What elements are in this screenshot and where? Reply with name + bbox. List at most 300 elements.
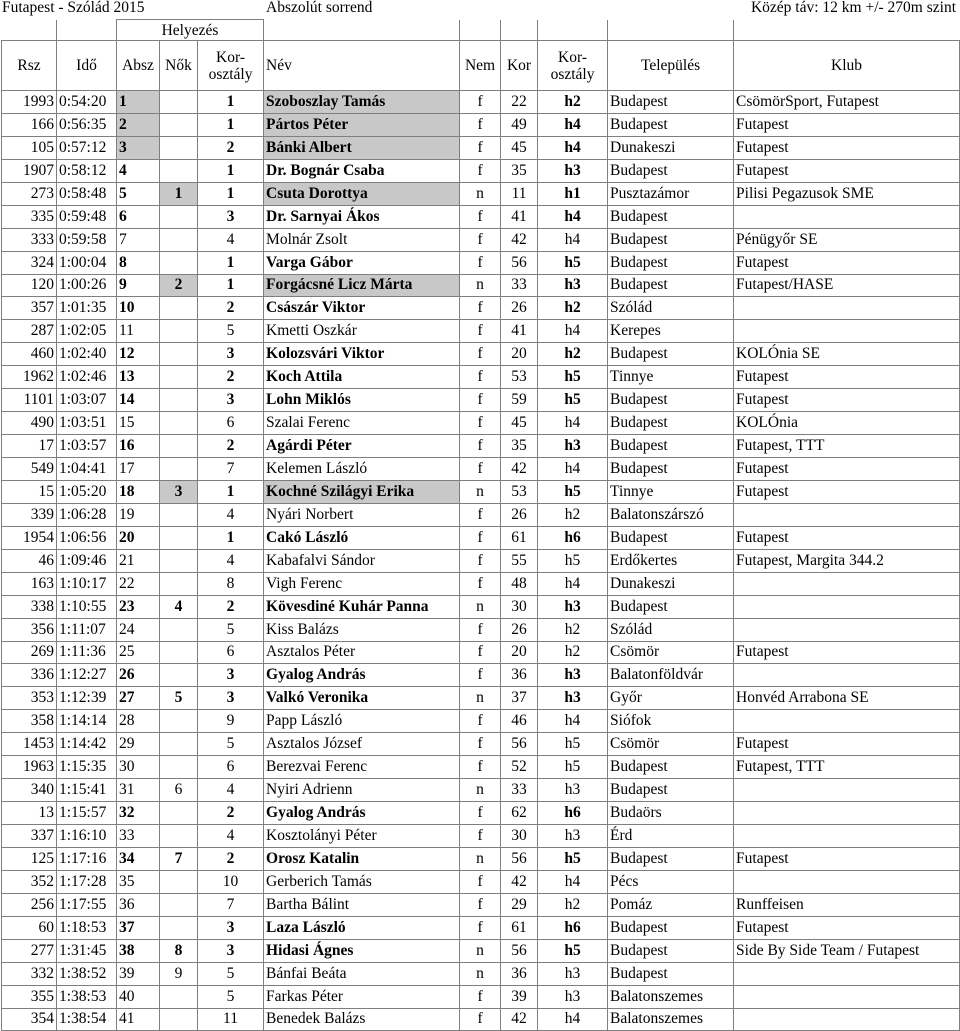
cell-nev: Varga Gábor bbox=[264, 251, 460, 274]
table-row bbox=[2, 458, 960, 481]
cell-absz: 17 bbox=[117, 458, 160, 481]
cell-klub: Side By Side Team / Futapest bbox=[734, 939, 960, 962]
cell-rsz: 15 bbox=[2, 480, 57, 503]
cell-telepules: Budapest bbox=[608, 962, 734, 985]
table-row bbox=[2, 320, 960, 343]
cell-nem: n bbox=[460, 962, 501, 985]
cell-klub: Futapest bbox=[734, 136, 960, 159]
cell-korosztaly: 10 bbox=[198, 870, 264, 893]
cell-telepules: Budapest bbox=[608, 251, 734, 274]
table-row bbox=[2, 113, 960, 136]
cell-rsz: 340 bbox=[2, 779, 57, 802]
cell-ido: 1:10:17 bbox=[57, 572, 117, 595]
table-row bbox=[2, 136, 960, 159]
cell-korosztaly-2: h5 bbox=[538, 939, 608, 962]
cell-nev: Benedek Balázs bbox=[264, 1008, 460, 1031]
cell-nev: Kelemen László bbox=[264, 458, 460, 481]
cell-klub bbox=[734, 297, 960, 320]
cell-nev: Kabafalvi Sándor bbox=[264, 549, 460, 572]
cell-telepules: Budapest bbox=[608, 779, 734, 802]
cell-rsz: 105 bbox=[2, 136, 57, 159]
cell-korosztaly-2: h4 bbox=[538, 113, 608, 136]
cell-rsz: 356 bbox=[2, 618, 57, 641]
cell-rsz: 337 bbox=[2, 825, 57, 848]
cell-absz: 24 bbox=[117, 618, 160, 641]
cell-korosztaly: 1 bbox=[198, 274, 264, 297]
cell-korosztaly-2: h5 bbox=[538, 480, 608, 503]
cell-nem: f bbox=[460, 985, 501, 1008]
cell-klub bbox=[734, 618, 960, 641]
cell-nok bbox=[160, 733, 198, 756]
cell-ido: 1:12:27 bbox=[57, 664, 117, 687]
cell-korosztaly-2: h3 bbox=[538, 962, 608, 985]
cell-klub: Honvéd Arrabona SE bbox=[734, 687, 960, 710]
cell-telepules: Tinnye bbox=[608, 366, 734, 389]
cell-nem: n bbox=[460, 687, 501, 710]
cell-ido: 1:10:55 bbox=[57, 595, 117, 618]
cell-nev: Kochné Szilágyi Erika bbox=[264, 480, 460, 503]
cell-klub: KOLÓnia SE bbox=[734, 343, 960, 366]
order-title: Abszolút sorrend bbox=[266, 0, 373, 16]
cell-nev: Koch Attila bbox=[264, 366, 460, 389]
cell-korosztaly: 2 bbox=[198, 802, 264, 825]
title-bar bbox=[0, 0, 960, 19]
cell-rsz: 355 bbox=[2, 985, 57, 1008]
cell-korosztaly-2: h3 bbox=[538, 779, 608, 802]
table-row bbox=[2, 1008, 960, 1031]
cell-klub: Futapest bbox=[734, 389, 960, 412]
cell-nem: f bbox=[460, 526, 501, 549]
cell-korosztaly-2: h5 bbox=[538, 549, 608, 572]
table-row bbox=[2, 916, 960, 939]
cell-telepules: Budapest bbox=[608, 205, 734, 228]
cell-ido: 1:17:28 bbox=[57, 870, 117, 893]
cell-kor: 36 bbox=[501, 962, 538, 985]
table-row bbox=[2, 480, 960, 503]
cell-korosztaly-2: h2 bbox=[538, 343, 608, 366]
cell-kor: 56 bbox=[501, 733, 538, 756]
cell-korosztaly-2: h4 bbox=[538, 572, 608, 595]
cell-nok bbox=[160, 412, 198, 435]
cell-korosztaly-2: h2 bbox=[538, 893, 608, 916]
cell-telepules: Budapest bbox=[608, 595, 734, 618]
cell-rsz: 1963 bbox=[2, 756, 57, 779]
cell-nem: n bbox=[460, 182, 501, 205]
cell-korosztaly-2: h3 bbox=[538, 985, 608, 1008]
cell-absz: 7 bbox=[117, 228, 160, 251]
cell-telepules: Pomáz bbox=[608, 893, 734, 916]
cell-nok: 6 bbox=[160, 779, 198, 802]
cell-ido: 1:14:14 bbox=[57, 710, 117, 733]
cell-kor: 41 bbox=[501, 320, 538, 343]
table-row bbox=[2, 412, 960, 435]
cell-korosztaly-2: h6 bbox=[538, 526, 608, 549]
cell-nev: Valkó Veronika bbox=[264, 687, 460, 710]
cell-absz: 29 bbox=[117, 733, 160, 756]
cell-nev: Bánki Albert bbox=[264, 136, 460, 159]
cell-ido: 1:11:07 bbox=[57, 618, 117, 641]
cell-ido: 1:06:28 bbox=[57, 503, 117, 526]
cell-korosztaly-2: h4 bbox=[538, 136, 608, 159]
cell-klub: Futapest bbox=[734, 733, 960, 756]
cell-kor: 36 bbox=[501, 664, 538, 687]
cell-nev: Szalai Ferenc bbox=[264, 412, 460, 435]
cell-korosztaly-2: h3 bbox=[538, 687, 608, 710]
cell-korosztaly-2: h4 bbox=[538, 1008, 608, 1031]
cell-nev: Lohn Miklós bbox=[264, 389, 460, 412]
cell-kor: 56 bbox=[501, 251, 538, 274]
cell-absz: 6 bbox=[117, 205, 160, 228]
cell-korosztaly-2: h4 bbox=[538, 710, 608, 733]
cell-ido: 0:59:58 bbox=[57, 228, 117, 251]
cell-kor: 33 bbox=[501, 779, 538, 802]
cell-korosztaly: 5 bbox=[198, 962, 264, 985]
cell-telepules: Budapest bbox=[608, 343, 734, 366]
cell-korosztaly: 7 bbox=[198, 893, 264, 916]
cell-nok bbox=[160, 825, 198, 848]
cell-korosztaly-2: h4 bbox=[538, 412, 608, 435]
cell-telepules: Balatonszárszó bbox=[608, 503, 734, 526]
table-row bbox=[2, 572, 960, 595]
cell-nok bbox=[160, 159, 198, 182]
cell-korosztaly-2: h2 bbox=[538, 503, 608, 526]
cell-kor: 46 bbox=[501, 710, 538, 733]
cell-klub bbox=[734, 779, 960, 802]
cell-kor: 62 bbox=[501, 802, 538, 825]
cell-kor: 42 bbox=[501, 228, 538, 251]
table-row bbox=[2, 710, 960, 733]
table-row bbox=[2, 343, 960, 366]
cell-ido: 1:16:10 bbox=[57, 825, 117, 848]
cell-nem: f bbox=[460, 228, 501, 251]
cell-nok bbox=[160, 549, 198, 572]
cell-kor: 56 bbox=[501, 939, 538, 962]
cell-ido: 1:11:36 bbox=[57, 641, 117, 664]
cell-korosztaly-2: h6 bbox=[538, 916, 608, 939]
cell-telepules: Budapest bbox=[608, 916, 734, 939]
cell-nev: Csuta Dorottya bbox=[264, 182, 460, 205]
cell-telepules: Budapest bbox=[608, 113, 734, 136]
results-table bbox=[1, 19, 960, 1031]
cell-rsz: 338 bbox=[2, 595, 57, 618]
cell-kor: 35 bbox=[501, 435, 538, 458]
cell-telepules: Budapest bbox=[608, 435, 734, 458]
distance-title: Közép táv: 12 km +/- 270m szint bbox=[750, 0, 956, 16]
cell-rsz: 339 bbox=[2, 503, 57, 526]
cell-nev: Orosz Katalin bbox=[264, 847, 460, 870]
cell-absz: 14 bbox=[117, 389, 160, 412]
cell-nok bbox=[160, 251, 198, 274]
table-row bbox=[2, 870, 960, 893]
cell-kor: 53 bbox=[501, 480, 538, 503]
cell-korosztaly-2: h3 bbox=[538, 435, 608, 458]
cell-korosztaly-2: h4 bbox=[538, 458, 608, 481]
cell-rsz: 120 bbox=[2, 274, 57, 297]
cell-klub: Futapest bbox=[734, 847, 960, 870]
cell-rsz: 1993 bbox=[2, 91, 57, 114]
cell-nok: 5 bbox=[160, 687, 198, 710]
cell-ido: 1:15:41 bbox=[57, 779, 117, 802]
table-row bbox=[2, 182, 960, 205]
cell-korosztaly-2: h2 bbox=[538, 91, 608, 114]
event-title: Futapest - Szólád 2015 bbox=[2, 0, 145, 16]
cell-absz: 40 bbox=[117, 985, 160, 1008]
cell-nev: Berezvai Ferenc bbox=[264, 756, 460, 779]
cell-absz: 2 bbox=[117, 113, 160, 136]
cell-ido: 1:00:26 bbox=[57, 274, 117, 297]
cell-nem: f bbox=[460, 802, 501, 825]
cell-telepules: Budapest bbox=[608, 458, 734, 481]
cell-klub: Futapest bbox=[734, 526, 960, 549]
cell-nev: Kmetti Oszkár bbox=[264, 320, 460, 343]
cell-klub: KOLÓnia bbox=[734, 412, 960, 435]
table-row bbox=[2, 618, 960, 641]
cell-ido: 1:38:52 bbox=[57, 962, 117, 985]
cell-nok bbox=[160, 297, 198, 320]
cell-nem: f bbox=[460, 435, 501, 458]
cell-nev: Asztalos József bbox=[264, 733, 460, 756]
cell-nem: f bbox=[460, 113, 501, 136]
cell-nok: 8 bbox=[160, 939, 198, 962]
cell-rsz: 352 bbox=[2, 870, 57, 893]
cell-absz: 20 bbox=[117, 526, 160, 549]
cell-telepules: Érd bbox=[608, 825, 734, 848]
cell-rsz: 324 bbox=[2, 251, 57, 274]
col-korosztaly: Kor- osztály bbox=[198, 41, 264, 91]
cell-rsz: 46 bbox=[2, 549, 57, 572]
cell-rsz: 490 bbox=[2, 412, 57, 435]
cell-nok bbox=[160, 1008, 198, 1031]
cell-rsz: 60 bbox=[2, 916, 57, 939]
cell-ido: 1:15:57 bbox=[57, 802, 117, 825]
table-row bbox=[2, 733, 960, 756]
cell-korosztaly-2: h5 bbox=[538, 756, 608, 779]
cell-nem: f bbox=[460, 733, 501, 756]
cell-telepules: Siófok bbox=[608, 710, 734, 733]
cell-kor: 35 bbox=[501, 159, 538, 182]
cell-ido: 1:14:42 bbox=[57, 733, 117, 756]
cell-klub bbox=[734, 503, 960, 526]
cell-absz: 1 bbox=[117, 91, 160, 114]
cell-telepules: Budaörs bbox=[608, 802, 734, 825]
cell-ido: 1:09:46 bbox=[57, 549, 117, 572]
cell-kor: 59 bbox=[501, 389, 538, 412]
cell-ido: 0:58:12 bbox=[57, 159, 117, 182]
cell-nem: f bbox=[460, 343, 501, 366]
cell-nev: Asztalos Péter bbox=[264, 641, 460, 664]
cell-nev: Kiss Balázs bbox=[264, 618, 460, 641]
cell-korosztaly-2: h5 bbox=[538, 733, 608, 756]
cell-klub: CsömörSport, Futapest bbox=[734, 91, 960, 114]
cell-korosztaly: 7 bbox=[198, 458, 264, 481]
cell-telepules: Budapest bbox=[608, 91, 734, 114]
cell-telepules: Kerepes bbox=[608, 320, 734, 343]
cell-nem: n bbox=[460, 274, 501, 297]
cell-rsz: 354 bbox=[2, 1008, 57, 1031]
cell-korosztaly: 4 bbox=[198, 503, 264, 526]
table-row bbox=[2, 205, 960, 228]
cell-telepules: Pécs bbox=[608, 870, 734, 893]
cell-klub bbox=[734, 664, 960, 687]
cell-korosztaly-2: h3 bbox=[538, 595, 608, 618]
cell-nem: f bbox=[460, 618, 501, 641]
cell-absz: 39 bbox=[117, 962, 160, 985]
cell-nem: f bbox=[460, 251, 501, 274]
cell-korosztaly: 5 bbox=[198, 618, 264, 641]
cell-absz: 41 bbox=[117, 1008, 160, 1031]
cell-ido: 0:59:48 bbox=[57, 205, 117, 228]
cell-korosztaly: 6 bbox=[198, 412, 264, 435]
cell-korosztaly: 3 bbox=[198, 389, 264, 412]
cell-absz: 37 bbox=[117, 916, 160, 939]
cell-rsz: 287 bbox=[2, 320, 57, 343]
cell-telepules: Balatonföldvár bbox=[608, 664, 734, 687]
col-klub: Klub bbox=[734, 41, 960, 91]
cell-korosztaly-2: h4 bbox=[538, 870, 608, 893]
cell-klub bbox=[734, 572, 960, 595]
cell-nok bbox=[160, 320, 198, 343]
cell-korosztaly-2: h2 bbox=[538, 618, 608, 641]
cell-telepules: Budapest bbox=[608, 756, 734, 779]
cell-nem: f bbox=[460, 389, 501, 412]
table-row bbox=[2, 756, 960, 779]
cell-nok bbox=[160, 343, 198, 366]
cell-absz: 28 bbox=[117, 710, 160, 733]
cell-nok bbox=[160, 136, 198, 159]
cell-kor: 33 bbox=[501, 274, 538, 297]
cell-nok bbox=[160, 366, 198, 389]
cell-ido: 1:01:35 bbox=[57, 297, 117, 320]
table-row bbox=[2, 228, 960, 251]
cell-nem: f bbox=[460, 572, 501, 595]
cell-nem: f bbox=[460, 205, 501, 228]
cell-telepules: Budapest bbox=[608, 159, 734, 182]
table-row bbox=[2, 779, 960, 802]
cell-klub: Futapest, Margita 344.2 bbox=[734, 549, 960, 572]
cell-nem: f bbox=[460, 825, 501, 848]
cell-korosztaly: 2 bbox=[198, 136, 264, 159]
cell-rsz: 273 bbox=[2, 182, 57, 205]
table-row bbox=[2, 503, 960, 526]
cell-rsz: 460 bbox=[2, 343, 57, 366]
cell-ido: 1:17:16 bbox=[57, 847, 117, 870]
cell-ido: 1:00:04 bbox=[57, 251, 117, 274]
cell-ido: 1:03:07 bbox=[57, 389, 117, 412]
cell-rsz: 13 bbox=[2, 802, 57, 825]
cell-klub: Futapest, TTT bbox=[734, 435, 960, 458]
cell-telepules: Balatonszemes bbox=[608, 985, 734, 1008]
cell-absz: 3 bbox=[117, 136, 160, 159]
cell-nem: f bbox=[460, 320, 501, 343]
cell-kor: 30 bbox=[501, 825, 538, 848]
cell-rsz: 332 bbox=[2, 962, 57, 985]
cell-absz: 23 bbox=[117, 595, 160, 618]
cell-ido: 1:03:57 bbox=[57, 435, 117, 458]
cell-rsz: 277 bbox=[2, 939, 57, 962]
table-row bbox=[2, 939, 960, 962]
cell-nev: Gyalog András bbox=[264, 802, 460, 825]
cell-ido: 1:12:39 bbox=[57, 687, 117, 710]
cell-kor: 39 bbox=[501, 985, 538, 1008]
cell-korosztaly: 3 bbox=[198, 205, 264, 228]
cell-telepules: Budapest bbox=[608, 274, 734, 297]
cell-korosztaly: 3 bbox=[198, 664, 264, 687]
cell-ido: 1:15:35 bbox=[57, 756, 117, 779]
cell-nem: n bbox=[460, 939, 501, 962]
cell-kor: 56 bbox=[501, 847, 538, 870]
cell-korosztaly: 3 bbox=[198, 687, 264, 710]
col-rsz: Rsz bbox=[2, 41, 57, 91]
cell-rsz: 125 bbox=[2, 847, 57, 870]
cell-kor: 61 bbox=[501, 526, 538, 549]
cell-korosztaly-2: h3 bbox=[538, 825, 608, 848]
cell-ido: 0:56:35 bbox=[57, 113, 117, 136]
cell-telepules: Budapest bbox=[608, 228, 734, 251]
cell-korosztaly: 1 bbox=[198, 159, 264, 182]
cell-ido: 1:02:40 bbox=[57, 343, 117, 366]
cell-korosztaly-2: h5 bbox=[538, 366, 608, 389]
cell-absz: 5 bbox=[117, 182, 160, 205]
cell-klub: Futapest bbox=[734, 641, 960, 664]
cell-korosztaly: 4 bbox=[198, 549, 264, 572]
cell-nok bbox=[160, 893, 198, 916]
col-kor: Kor bbox=[501, 41, 538, 91]
cell-nem: f bbox=[460, 710, 501, 733]
cell-ido: 1:38:54 bbox=[57, 1008, 117, 1031]
cell-korosztaly: 1 bbox=[198, 91, 264, 114]
cell-nem: n bbox=[460, 480, 501, 503]
cell-korosztaly: 6 bbox=[198, 756, 264, 779]
cell-klub bbox=[734, 985, 960, 1008]
cell-korosztaly: 2 bbox=[198, 595, 264, 618]
cell-klub bbox=[734, 962, 960, 985]
cell-rsz: 269 bbox=[2, 641, 57, 664]
cell-absz: 26 bbox=[117, 664, 160, 687]
cell-nok bbox=[160, 572, 198, 595]
cell-nev: Dr. Sarnyai Ákos bbox=[264, 205, 460, 228]
cell-absz: 32 bbox=[117, 802, 160, 825]
table-row bbox=[2, 893, 960, 916]
cell-telepules: Budapest bbox=[608, 412, 734, 435]
table-row bbox=[2, 549, 960, 572]
cell-klub: Pénügyőr SE bbox=[734, 228, 960, 251]
cell-korosztaly-2: h3 bbox=[538, 159, 608, 182]
cell-nev: Császár Viktor bbox=[264, 297, 460, 320]
table-row bbox=[2, 389, 960, 412]
cell-absz: 13 bbox=[117, 366, 160, 389]
cell-nok bbox=[160, 389, 198, 412]
table-row bbox=[2, 664, 960, 687]
cell-nok bbox=[160, 435, 198, 458]
cell-ido: 1:04:41 bbox=[57, 458, 117, 481]
cell-telepules: Szólád bbox=[608, 618, 734, 641]
cell-telepules: Budapest bbox=[608, 389, 734, 412]
cell-rsz: 357 bbox=[2, 297, 57, 320]
cell-nem: f bbox=[460, 136, 501, 159]
table-row bbox=[2, 825, 960, 848]
cell-nok bbox=[160, 985, 198, 1008]
cell-ido: 1:06:56 bbox=[57, 526, 117, 549]
cell-klub: Futapest bbox=[734, 159, 960, 182]
cell-nok bbox=[160, 228, 198, 251]
cell-nev: Forgácsné Licz Márta bbox=[264, 274, 460, 297]
cell-absz: 31 bbox=[117, 779, 160, 802]
cell-kor: 30 bbox=[501, 595, 538, 618]
cell-kor: 52 bbox=[501, 756, 538, 779]
table-row bbox=[2, 366, 960, 389]
cell-korosztaly: 3 bbox=[198, 343, 264, 366]
cell-nev: Dr. Bognár Csaba bbox=[264, 159, 460, 182]
